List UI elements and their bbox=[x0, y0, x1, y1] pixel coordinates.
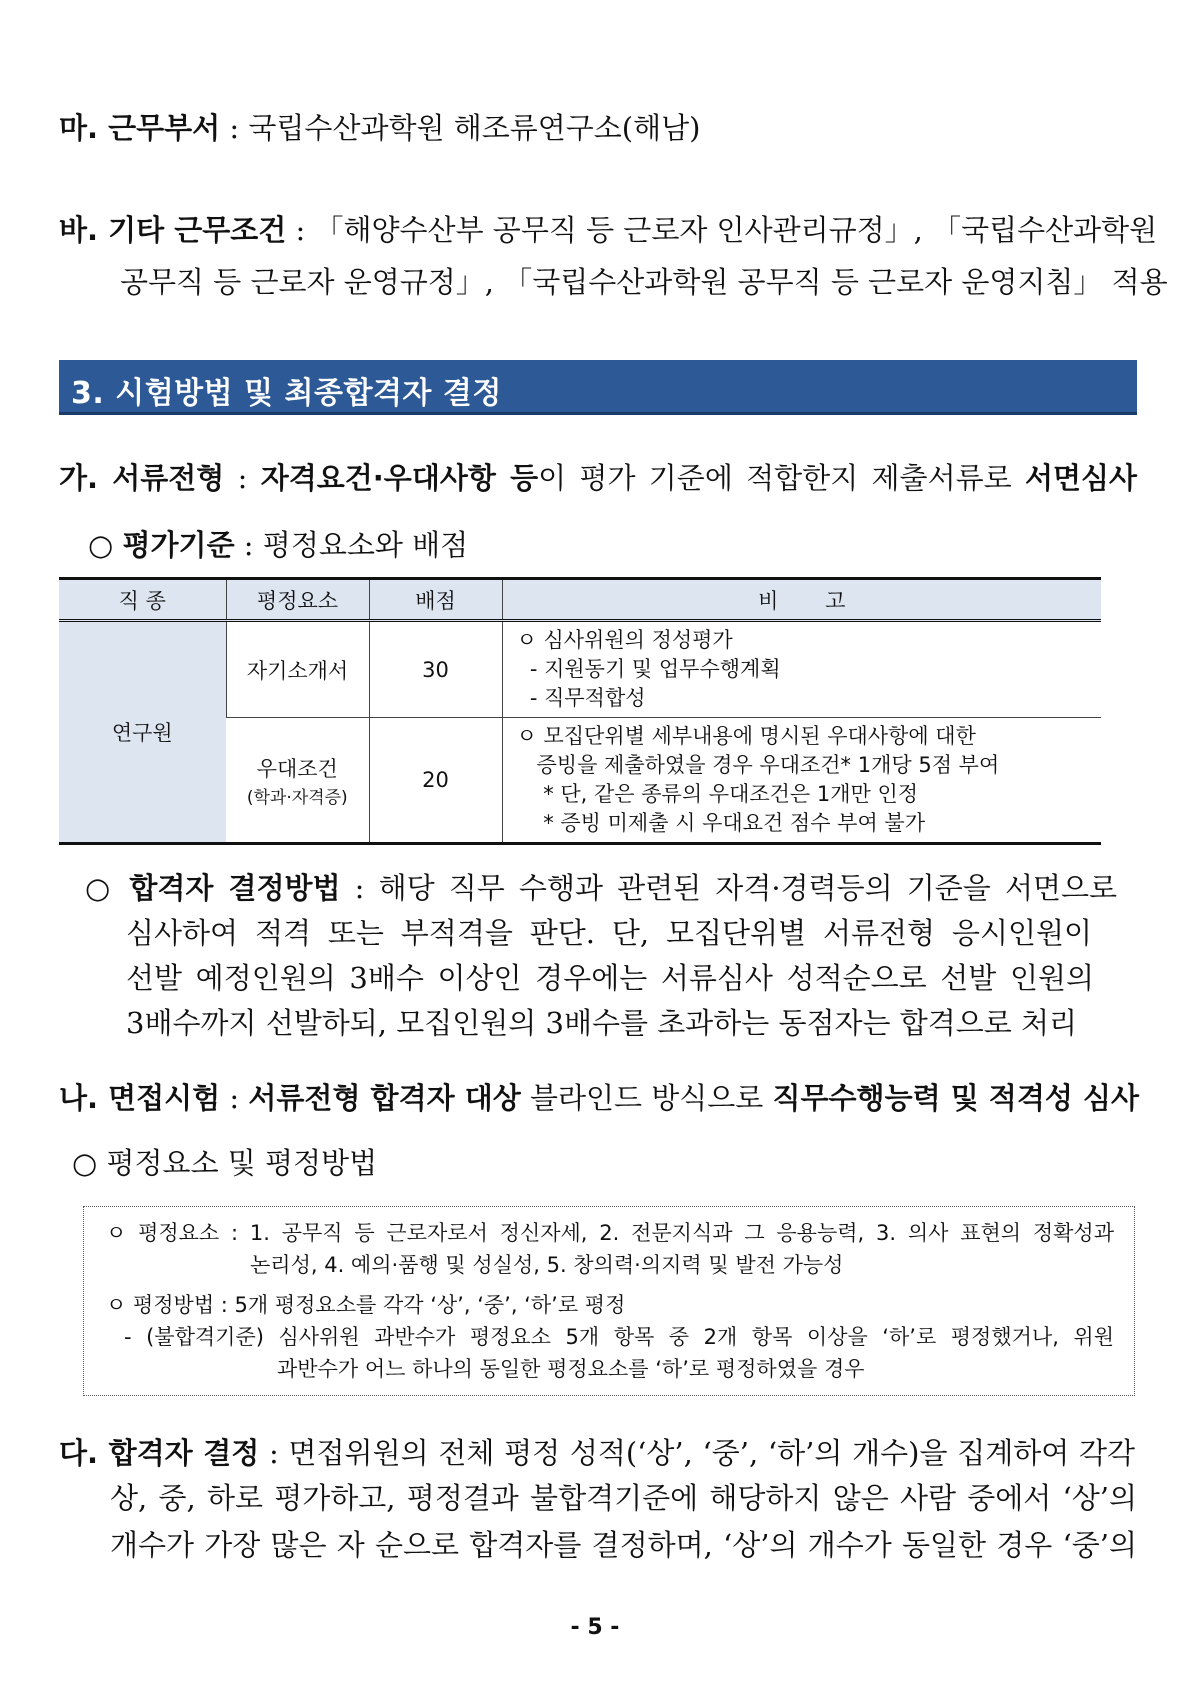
criteria-text: : 평정요소와 배점 bbox=[234, 528, 469, 562]
section-da-line1-text: : 면접위원의 전체 평정 성적(‘상’, ‘중’, ‘하’의 개수)을 집계하여 각각 bbox=[259, 1436, 1136, 1470]
table-header-cell: 배점 bbox=[369, 579, 502, 621]
interview-box bbox=[83, 1206, 1135, 1396]
section-ma-label: 마. 근무부서 bbox=[59, 111, 221, 145]
evaluation-table bbox=[59, 577, 1101, 845]
criteria-bullet: ○ bbox=[88, 528, 114, 562]
pass-method-label: 합격자 결정방법 bbox=[129, 871, 341, 905]
criteria-label: 평가기준 bbox=[122, 528, 235, 562]
section-da-line1 bbox=[59, 1433, 1135, 1473]
table-row bbox=[59, 621, 1101, 718]
section-ba-line1-text: : 「해양수산부 공무직 등 근로자 인사관리규정」, 「국립수산과학원 bbox=[286, 213, 1158, 247]
section-ma bbox=[59, 108, 700, 148]
pass-method-line2: 심사하여 적격 또는 부적격을 판단. 단, 모집단위별 서류전형 응시인원이 bbox=[126, 916, 1092, 950]
table-cell-score: 30 bbox=[369, 621, 502, 718]
section-ga bbox=[59, 458, 1137, 498]
table-cell-element-sub: (학과·자격증) bbox=[246, 787, 348, 808]
table-cell-notes bbox=[502, 718, 1101, 844]
section-header-title: 3. 시험방법 및 최종합격자 결정 bbox=[71, 376, 502, 411]
note-line: * 증빙 미제출 시 우대요건 점수 부여 불가 bbox=[516, 811, 926, 835]
pass-method-line3: 선발 예정인원의 3배수 이상인 경우에는 서류심사 성적순으로 선발 인원의 bbox=[126, 961, 1094, 995]
note-line: ㅇ 심사위원의 정성평가 bbox=[516, 628, 733, 652]
table-cell-job: 연구원 bbox=[59, 621, 226, 844]
interview-bullet-title: ○ 평정요소 및 평정방법 bbox=[72, 1146, 378, 1180]
section-ga-label: 가. 서류전형 bbox=[59, 461, 225, 495]
interview-line4: - (불합격기준) 심사위원 과반수가 평정요소 5개 항목 중 2개 항목 이상을 ‘하’로 평정했거나, 위원 bbox=[124, 1325, 1114, 1349]
note-line: ㅇ 모집단위별 세부내용에 명시된 우대사항에 대한 bbox=[516, 724, 976, 748]
table-cell-element-main: 우대조건 bbox=[256, 756, 338, 781]
interview-line1: ㅇ 평정요소 : 1. 공무직 등 근로자로서 정신자세, 2. 전문지식과 그 응용능력, 3. 의사 표현의 정확성과 bbox=[106, 1221, 1114, 1245]
page-number: - 5 - bbox=[570, 1615, 620, 1640]
section-ga-bold1: 자격요건·우대사항 등 bbox=[260, 461, 539, 495]
section-ba-label: 바. 기타 근무조건 bbox=[59, 213, 287, 247]
table-header-row bbox=[59, 579, 1101, 621]
section-header-bar bbox=[59, 360, 1137, 415]
note-line: 증빙을 제출하였을 경우 우대조건* 1개당 5점 부여 bbox=[516, 753, 1000, 777]
note-line: - 지원동기 및 업무수행계획 bbox=[516, 657, 781, 681]
table-cell-notes bbox=[502, 621, 1101, 718]
section-da-line2: 상, 중, 하로 평가하고, 평정결과 불합격기준에 해당하지 않은 사람 중에서 ‘상’의 bbox=[110, 1481, 1137, 1515]
section-ma-colon: : bbox=[220, 111, 249, 145]
pass-method-line4: 3배수까지 선발하되, 모집인원의 3배수를 초과하는 동점자는 합격으로 처리 bbox=[126, 1006, 1078, 1040]
section-ga-colon: : bbox=[224, 461, 261, 495]
section-na-text1: 블라인드 방식으로 bbox=[520, 1081, 773, 1115]
pass-method-text: : 해당 직무 수행과 관련된 자격·경력등의 기준을 서면으로 bbox=[340, 871, 1117, 905]
table-cell-element: 자기소개서 bbox=[226, 621, 369, 718]
table-notes bbox=[503, 718, 1102, 842]
interview-line2: 논리성, 4. 예의·품행 및 성실성, 5. 창의력·의지력 및 발전 가능성 bbox=[250, 1253, 844, 1277]
interview-line3: ㅇ 평정방법 : 5개 평정요소를 각각 ‘상’, ‘중’, ‘하’로 평정 bbox=[106, 1293, 626, 1317]
section-na-bold2: 직무수행능력 및 적격성 심사 bbox=[772, 1081, 1139, 1115]
note-line: * 단, 같은 종류의 우대조건은 1개만 인정 bbox=[516, 782, 919, 806]
table-cell-score: 20 bbox=[369, 718, 502, 844]
section-ga-text1: 이 평가 기준에 적합한지 제출서류로 bbox=[538, 461, 1025, 495]
table-header-cell: 비 고 bbox=[502, 579, 1101, 621]
section-ma-text: 국립수산과학원 해조류연구소(해남) bbox=[248, 111, 701, 145]
section-da-line3: 개수가 가장 많은 자 순으로 합격자를 결정하며, ‘상’의 개수가 동일한 경우 ‘중’의 bbox=[110, 1528, 1137, 1562]
interview-line5: 과반수가 어느 하나의 동일한 평정요소를 ‘하’로 평정하였을 경우 bbox=[277, 1357, 865, 1381]
section-da-label: 다. 합격자 결정 bbox=[59, 1436, 260, 1470]
table-cell-element bbox=[226, 718, 369, 844]
table-header-cell: 평정요소 bbox=[226, 579, 369, 621]
section-na bbox=[59, 1078, 1139, 1118]
section-na-bold1: 서류전형 합격자 대상 bbox=[248, 1081, 521, 1115]
table-header-cell: 직 종 bbox=[59, 579, 226, 621]
section-ba-line1 bbox=[59, 210, 1158, 250]
pass-method-line1 bbox=[85, 868, 1117, 908]
section-ga-bold2: 서면심사 bbox=[1024, 461, 1137, 495]
table-notes bbox=[503, 622, 1102, 717]
pass-method-bullet: ○ bbox=[85, 871, 116, 905]
criteria-line bbox=[88, 525, 468, 565]
section-ba-line2: 공무직 등 근로자 운영규정」, 「국립수산과학원 공무직 등 근로자 운영지침」 적용 bbox=[120, 265, 1168, 299]
note-line: - 직무적합성 bbox=[516, 686, 646, 710]
section-na-label: 나. 면접시험 bbox=[59, 1081, 221, 1115]
section-na-colon: : bbox=[220, 1081, 249, 1115]
